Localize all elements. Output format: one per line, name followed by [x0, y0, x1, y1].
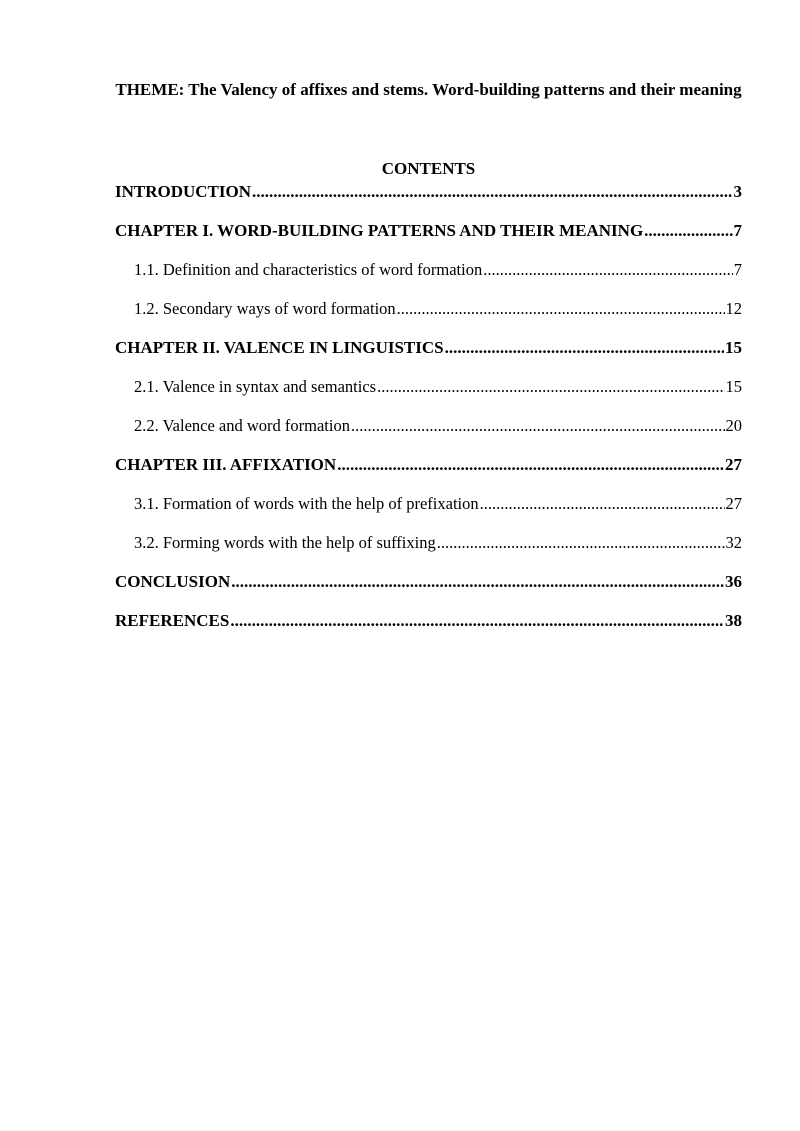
toc-entry-title: 1.1. Definition and characteristics of word formation	[134, 260, 483, 279]
toc-entry-section-3-2[interactable]	[115, 530, 742, 569]
contents-heading: CONTENTS	[381, 159, 476, 178]
toc-entry-introduction[interactable]	[115, 179, 742, 218]
toc-entry-page: 20	[725, 416, 742, 435]
toc-entry-chapter-1[interactable]	[115, 218, 742, 257]
toc-entry-page: 27	[725, 455, 742, 474]
toc-entry-page: 3	[733, 182, 742, 201]
toc-entry-title: CHAPTER III. AFFIXATION	[115, 455, 337, 474]
document-theme: THEME: The Valency of affixes and stems. Word-building patterns and their meaning	[115, 80, 742, 99]
toc-entry-page: 36	[725, 572, 742, 591]
toc-dot-leader	[230, 608, 724, 634]
toc-entry-title: 1.2. Secondary ways of word formation	[134, 299, 396, 318]
toc-entry-title: 3.1. Formation of words with the help of prefixation	[134, 494, 479, 513]
toc-entry-section-1-1[interactable]	[115, 257, 742, 296]
toc-entry-title: INTRODUCTION	[115, 182, 252, 201]
toc-entry-page: 32	[725, 533, 742, 552]
table-of-contents	[115, 179, 742, 647]
toc-entry-page: 7	[733, 221, 742, 240]
toc-entry-section-3-1[interactable]	[115, 491, 742, 530]
toc-entry-page: 15	[725, 338, 742, 357]
toc-entry-chapter-3[interactable]	[115, 452, 742, 491]
toc-dot-leader	[377, 374, 724, 400]
toc-dot-leader	[644, 218, 732, 244]
toc-dot-leader	[437, 530, 725, 556]
toc-dot-leader	[351, 413, 725, 439]
toc-entry-title: CHAPTER II. VALENCE IN LINGUISTICS	[115, 338, 444, 357]
toc-dot-leader	[445, 335, 724, 361]
toc-entry-page: 15	[725, 377, 742, 396]
toc-entry-page: 27	[725, 494, 742, 513]
toc-entry-page: 12	[725, 299, 742, 318]
toc-dot-leader	[252, 179, 732, 205]
toc-entry-page: 7	[733, 260, 742, 279]
toc-entry-page: 38	[725, 611, 742, 630]
toc-entry-conclusion[interactable]	[115, 569, 742, 608]
toc-dot-leader	[397, 296, 725, 322]
toc-entry-title: 2.1. Valence in syntax and semantics	[134, 377, 377, 396]
toc-entry-references[interactable]	[115, 608, 742, 647]
toc-entry-section-2-2[interactable]	[115, 413, 742, 452]
toc-dot-leader	[483, 257, 733, 283]
toc-dot-leader	[480, 491, 725, 517]
toc-entry-title: CONCLUSION	[115, 572, 231, 591]
toc-entry-title: 3.2. Forming words with the help of suffixing	[134, 533, 436, 552]
toc-entry-chapter-2[interactable]	[115, 335, 742, 374]
toc-entry-title: 2.2. Valence and word formation	[134, 416, 350, 435]
toc-entry-section-1-2[interactable]	[115, 296, 742, 335]
toc-entry-section-2-1[interactable]	[115, 374, 742, 413]
toc-entry-title: REFERENCES	[115, 611, 230, 630]
toc-entry-title: CHAPTER I. WORD-BUILDING PATTERNS AND THEIR MEANING	[115, 221, 644, 240]
toc-dot-leader	[337, 452, 724, 478]
toc-dot-leader	[231, 569, 724, 595]
